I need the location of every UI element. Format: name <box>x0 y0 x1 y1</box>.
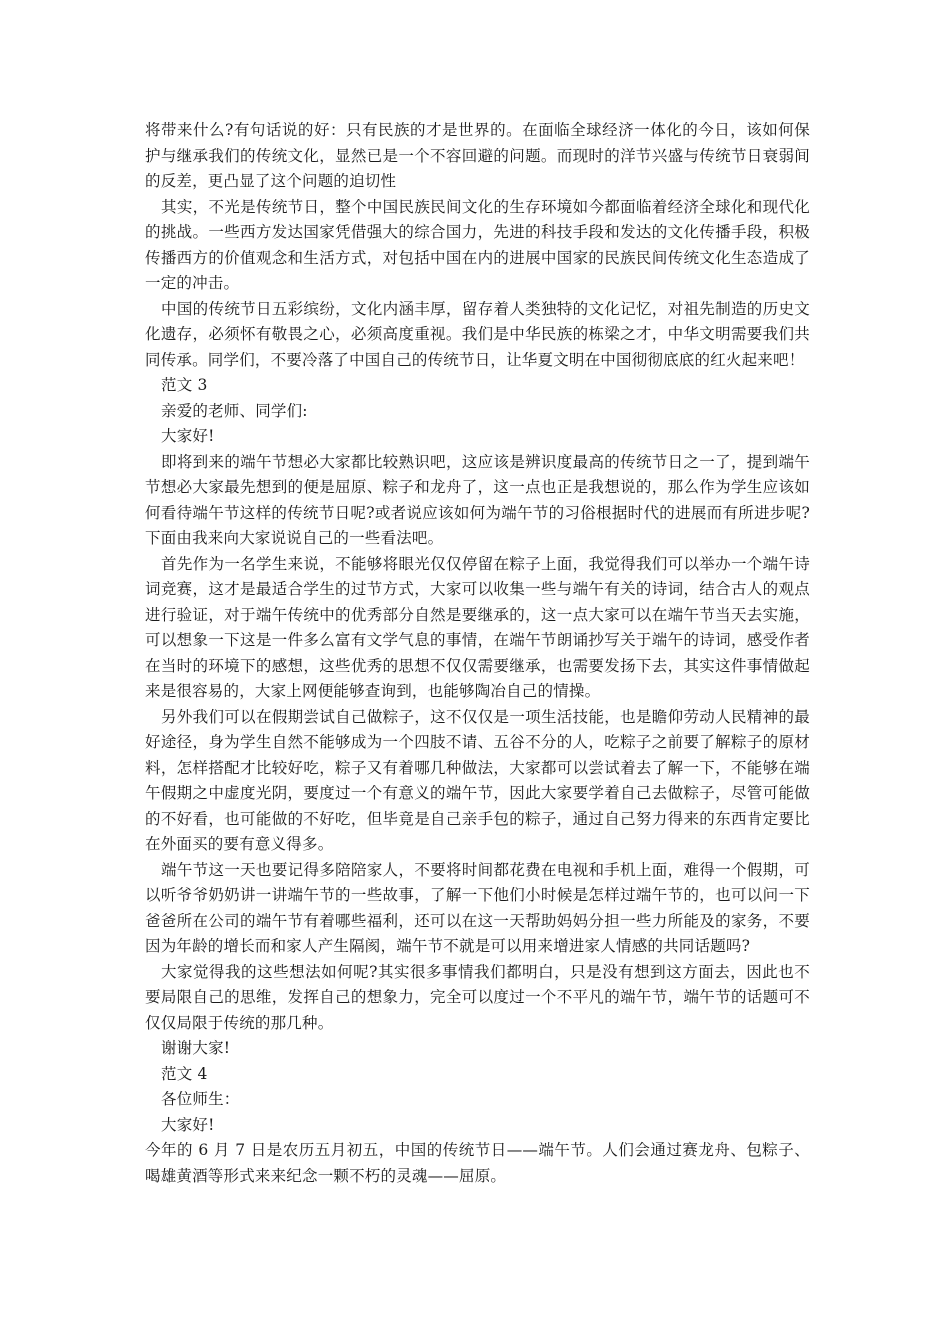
salutation-2: 各位师生： <box>161 1090 240 1108</box>
paragraph-11: 大家觉得我的这些想法如何呢?其实很多事情我们都明白，只是没有想到这方面去，因此也不要局限自己的思维，发挥自己的想象力，完全可以度过一个不平凡的端午节，端午节的话题可不仅仅局限于传统的那几种。 <box>145 962 810 1032</box>
greeting: 大家好! <box>161 427 215 445</box>
paragraph-1: 将带来什么?有句话说的好：只有民族的才是世界的。在面临全球经济一体化的今日，该如何保护与继承我们的传统文化，显然已是一个不容回避的问题。而现时的洋节兴盛与传统节日衰弱间的反差，更凸显了这个问题的迫切性 <box>145 121 810 190</box>
paragraph-8: 首先作为一名学生来说，不能够将眼光仅仅停留在粽子上面，我觉得我们可以举办一个端午诗词竞赛，这才是最适合学生的过节方式，大家可以收集一些与端午有关的诗词，结合古人的观点进行验证，对于端午传统中的优秀部分自然是要继承的，这一点大家可以在端午节当天去实施，可以想象一下这是一件多么富有文学气息的事情，在端午节朗诵抄写关于端午的诗词，感受作者在当时的环境下的感想，这些优秀的思想不仅仅需要继承，也需要发扬下去，其实这件事情做起来是很容易的，大家上网便能够查询到，也能够陶冶自己的情操。 <box>145 554 810 700</box>
paragraph-3: 中国的传统节日五彩缤纷，文化内涵丰厚，留存着人类独特的文化记忆，对祖先制造的历史文化遗存，必须怀有敬畏之心，必须高度重视。我们是中华民族的栋梁之才，中华文明需要我们共同传承。同学们，不要冷落了中国自己的传统节日，让华夏文明在中国彻彻底底的红火起来吧！ <box>145 299 810 369</box>
document-body <box>145 118 810 1189</box>
paragraph-16: 今年的 6 月 7 日是农历五月初五，中国的传统节日——端午节。人们会通过赛龙舟、包粽子、喝雄黄酒等形式来来纪念一颗不朽的灵魂——屈原。 <box>145 1141 810 1185</box>
paragraph-2: 其实，不光是传统节日，整个中国民族民间文化的生存环境如今都面临着经济全球化和现代化的挑战。一些西方发达国家凭借强大的综合国力，先进的科技手段和发达的文化传播手段，积极传播西方的价值观念和生活方式，对包括中国在内的进展中国家的民族民间传统文化生态造成了一定的冲击。 <box>145 197 810 292</box>
sample-heading-3: 范文 3 <box>161 376 208 394</box>
greeting-2: 大家好! <box>161 1115 215 1134</box>
paragraph-10: 端午节这一天也要记得多陪陪家人，不要将时间都花费在电视和手机上面，难得一个假期，可以听爷爷奶奶讲一讲端午节的一些故事，了解一下他们小时候是怎样过端午节的，也可以问一下爸爸所在公司的端午节有着哪些福利，还可以在这一天帮助妈妈分担一些力所能及的家务，不要因为年龄的增长而和家人产生隔阂，端午节不就是可以用来增进家人情感的共同话题吗? <box>145 860 810 955</box>
closing-thanks: 谢谢大家! <box>161 1039 231 1057</box>
salutation: 亲爱的老师、同学们: <box>161 401 308 420</box>
paragraph-9: 另外我们可以在假期尝试自己做粽子，这不仅仅是一项生活技能，也是瞻仰劳动人民精神的最好途径，身为学生自然不能够成为一个四肢不请、五谷不分的人，吃粽子之前要了解粽子的原材料，怎样搭配才比较好吃，粽子又有着哪几种做法，大家都可以尝试着去了解一下，不能够在端午假期之中虚度光阴，要度过一个有意义的端午节，因此大家要学着自己去做粽子，尽管可能做的不好看，也可能做的不好吃，但毕竟是自己亲手包的粽子，通过自己努力得来的东西肯定要比在外面买的要有意义得多。 <box>145 707 810 853</box>
paragraph-7: 即将到来的端午节想必大家都比较熟识吧，这应该是辨识度最高的传统节日之一了，提到端午节想必大家最先想到的便是屈原、粽子和龙舟了，这一点也正是我想说的，那么作为学生应该如何看待端午节这样的传统节日呢?或者说应该如何为端午节的习俗根据时代的进展而有所进步呢?下面由我来向大家说说自己的一些看法吧。 <box>145 452 810 547</box>
sample-heading-4: 范文 4 <box>161 1064 208 1083</box>
